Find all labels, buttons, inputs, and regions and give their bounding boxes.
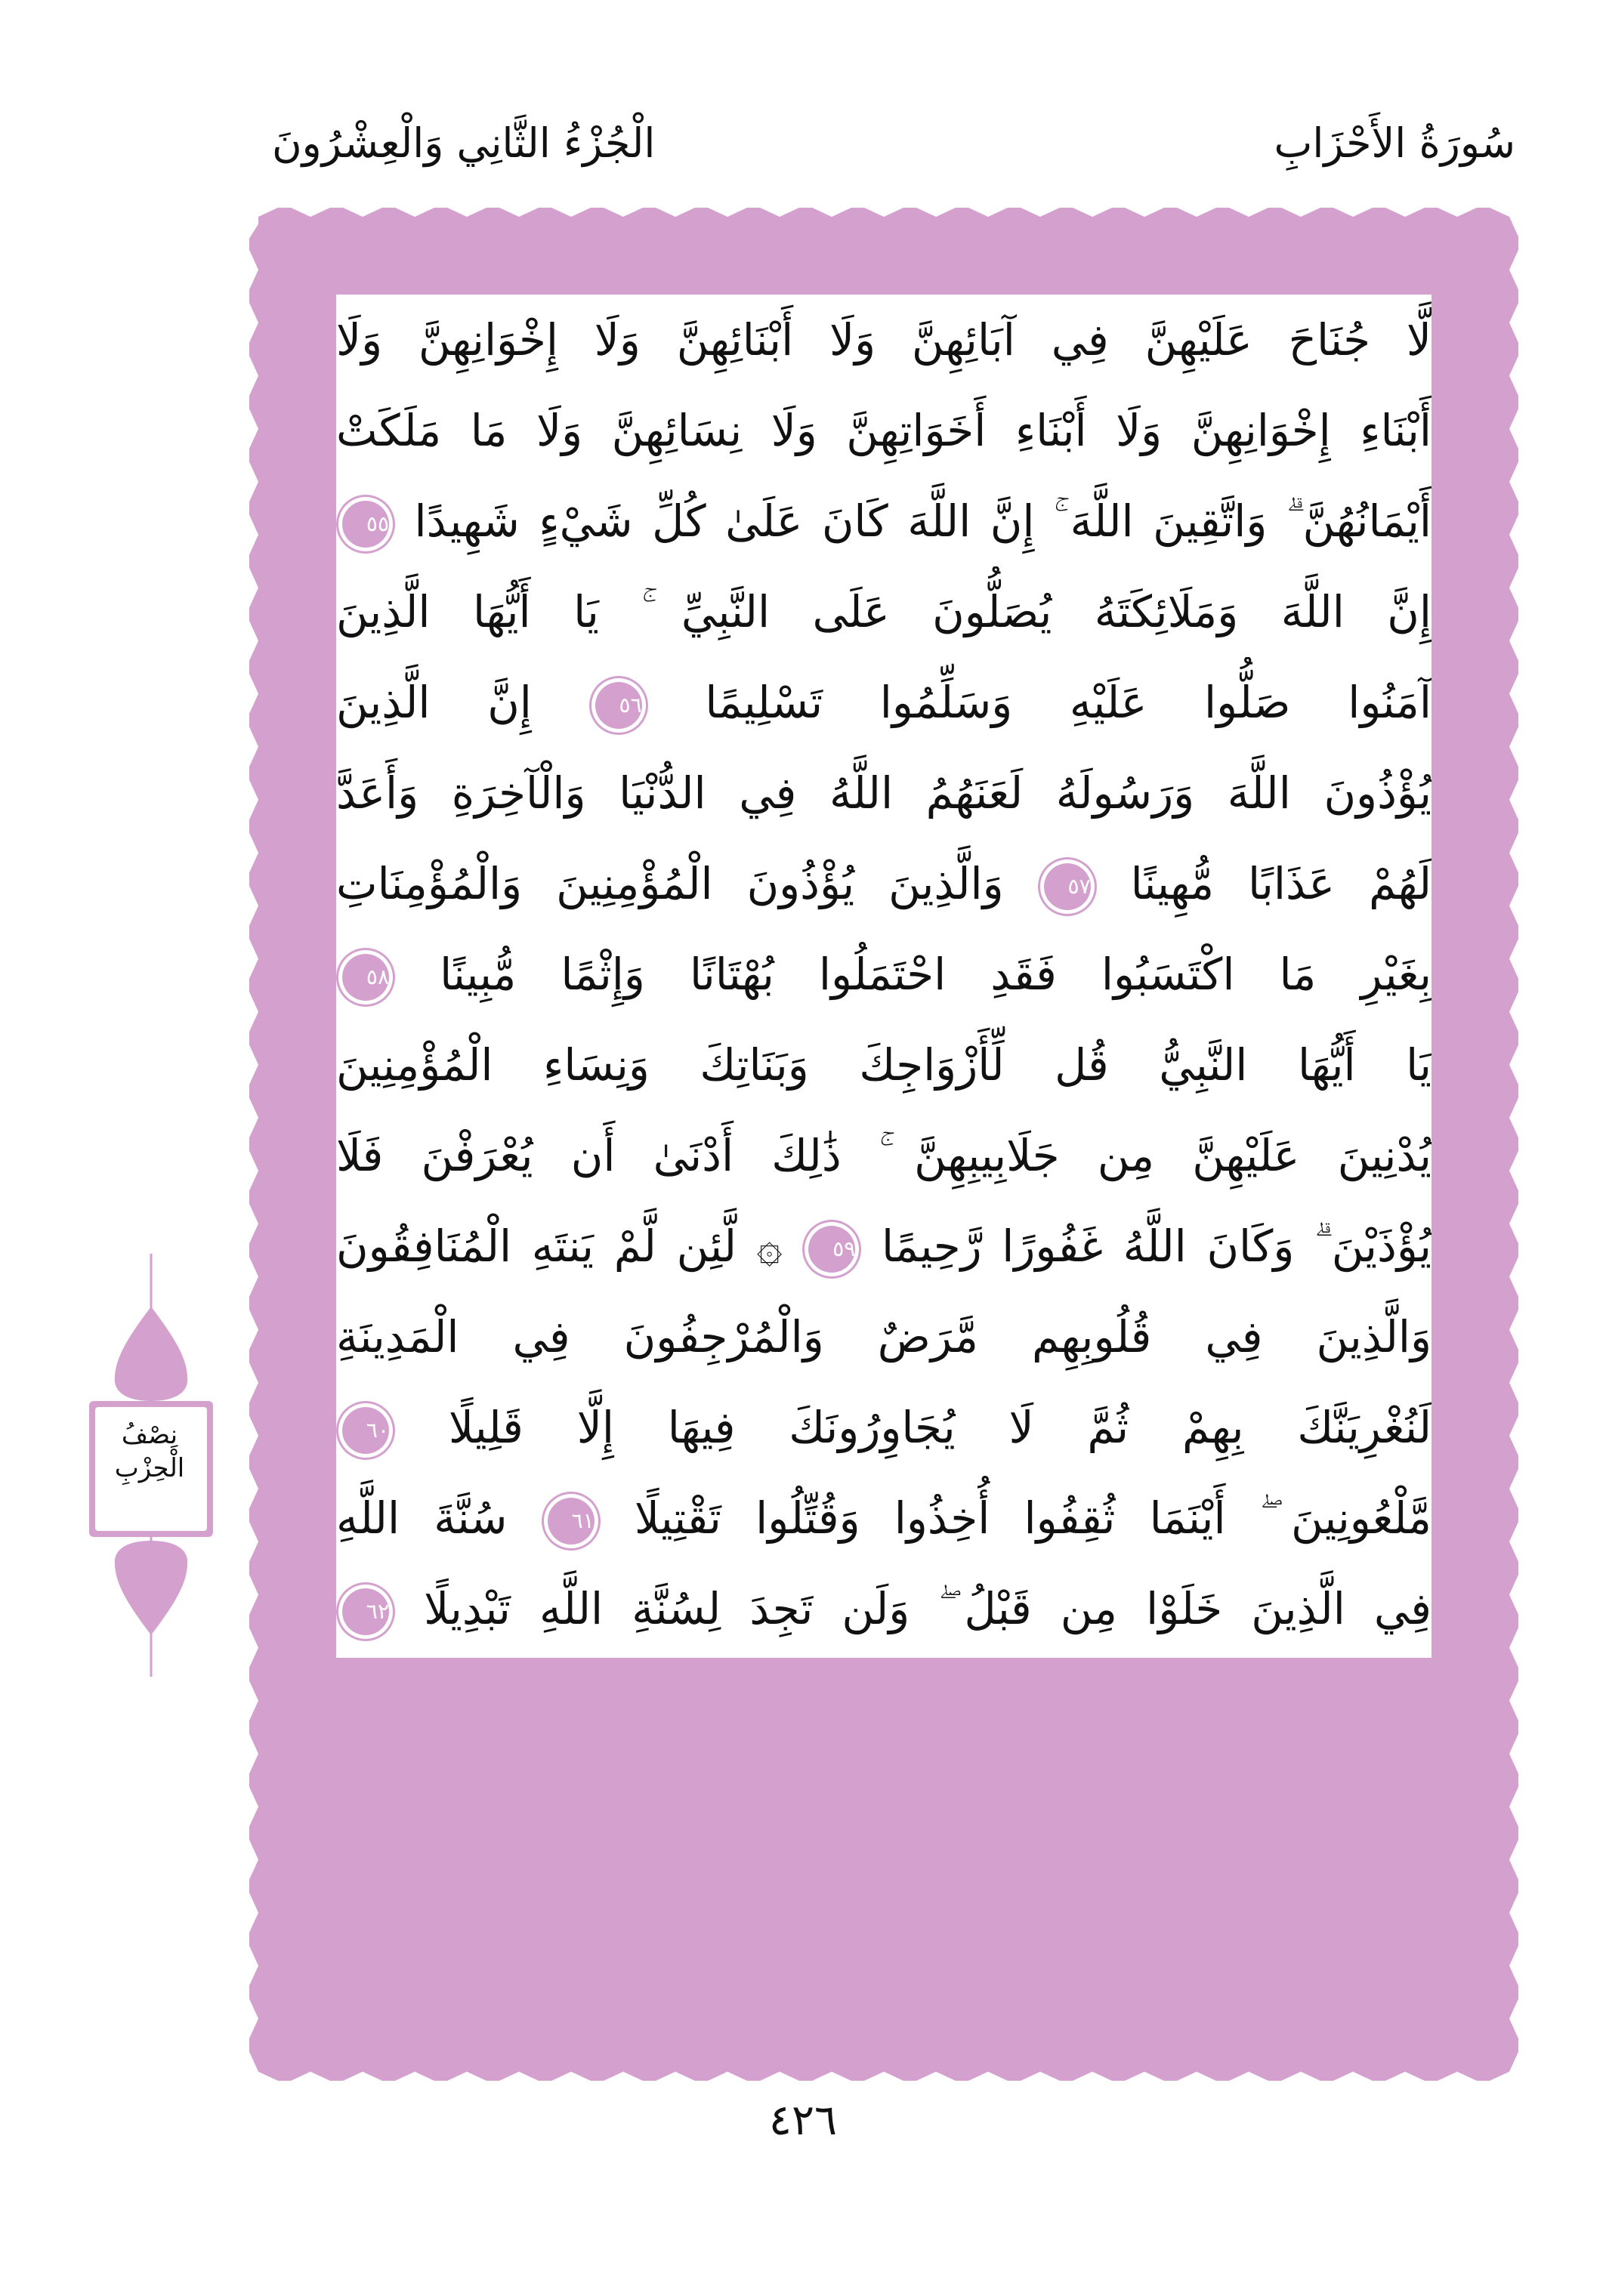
verse-text: يُدْنِينَ عَلَيْهِنَّ مِن جَلَابِيبِهِنَّ ۚ ذَٰلِكَ أَدْنَىٰ أَن يُعْرَفْنَ فَلَا [336, 1130, 1432, 1181]
text-line [336, 1382, 1432, 1473]
text-line [336, 1292, 1432, 1382]
verse-number: ٥٩ [808, 1226, 855, 1273]
verse-text: يَا أَيُّهَا النَّبِيُّ قُل لِّأَزْوَاجِكَ وَبَنَاتِكَ وَنِسَاءِ الْمُؤْمِنِينَ [336, 1039, 1432, 1091]
verse-text: يُؤْذُونَ اللَّهَ وَرَسُولَهُ لَعَنَهُمُ اللَّهُ فِي الدُّنْيَا وَالْآخِرَةِ وَأَعَدَّ [336, 767, 1432, 819]
text-line [336, 476, 1432, 566]
text-line [336, 929, 1432, 1020]
verse-text: لَهُمْ عَذَابًا مُّهِينًا [1096, 858, 1432, 909]
text-line [336, 385, 1432, 476]
verse-number: ٥٥ [342, 501, 389, 548]
verse-text: سُنَّةَ اللَّهِ [336, 1492, 542, 1544]
text-line [336, 1563, 1432, 1654]
verse-number: ٦٢ [342, 1588, 389, 1635]
verse-number: ٥٧ [1044, 863, 1091, 910]
verse-number: ٦١ [548, 1498, 595, 1545]
juz-title: الْجُزْءُ الثَّانِي وَالْعِشْرُونَ [272, 119, 656, 167]
surah-title: سُورَةُ الأَحْزَابِ [1274, 119, 1515, 167]
verse-text: وَالَّذِينَ فِي قُلُوبِهِم مَّرَضٌ وَالْمُرْجِفُونَ فِي الْمَدِينَةِ [336, 1311, 1432, 1362]
text-line [336, 566, 1432, 657]
hizb-marker-line2: الْحِزْبِ [114, 1453, 185, 1483]
verse-text: ۞ لَّئِن لَّمْ يَنتَهِ الْمُنَافِقُونَ [336, 1221, 803, 1272]
verse-text: مَّلْعُونِينَ ۖ أَيْنَمَا ثُقِفُوا أُخِذُوا وَقُتِّلُوا تَقْتِيلًا [600, 1492, 1432, 1544]
verse-number: ٦٠ [342, 1407, 389, 1454]
text-line [336, 657, 1432, 748]
text-line [336, 295, 1432, 385]
verse-number: ٥٨ [342, 954, 389, 1001]
verse-text: إِنَّ الَّذِينَ [336, 677, 589, 728]
text-line [336, 1110, 1432, 1201]
verse-text: فِي الَّذِينَ خَلَوْا مِن قَبْلُ ۖ وَلَن تَجِدَ لِسُنَّةِ اللَّهِ تَبْدِيلًا [395, 1583, 1432, 1634]
text-line [336, 1201, 1432, 1292]
text-line [336, 748, 1432, 838]
hizb-marker-label [95, 1418, 204, 1485]
verse-text: بِغَيْرِ مَا اكْتَسَبُوا فَقَدِ احْتَمَلُوا بُهْتَانًا وَإِثْمًا مُّبِينًا [395, 949, 1432, 1000]
verse-text: أَبْنَاءِ إِخْوَانِهِنَّ وَلَا أَبْنَاءِ أَخَوَاتِهِنَّ وَلَا نِسَائِهِنَّ وَلَا مَا مَلَكَتْ [336, 405, 1432, 456]
verse-text: آمَنُوا صَلُّوا عَلَيْهِ وَسَلِّمُوا تَسْلِيمًا [647, 677, 1432, 728]
verse-text: وَالَّذِينَ يُؤْذُونَ الْمُؤْمِنِينَ وَالْمُؤْمِنَاتِ [336, 858, 1038, 909]
verse-text: إِنَّ اللَّهَ وَمَلَائِكَتَهُ يُصَلُّونَ عَلَى النَّبِيِّ ۚ يَا أَيُّهَا الَّذِينَ [336, 586, 1432, 637]
verse-text: يُؤْذَيْنَ ۗ وَكَانَ اللَّهُ غَفُورًا رَّحِيمًا [861, 1221, 1432, 1272]
hizb-marker-line1: نِصْفُ [121, 1420, 178, 1450]
verse-text: أَيْمَانُهُنَّ ۗ وَاتَّقِينَ اللَّهَ ۚ إِنَّ اللَّهَ كَانَ عَلَىٰ كُلِّ شَيْءٍ شَهِيدًا [395, 495, 1432, 547]
page-number: ٤٢٦ [768, 2096, 838, 2145]
text-line [336, 1473, 1432, 1563]
text-line [336, 838, 1432, 929]
text-line [336, 1020, 1432, 1110]
quran-text-block [336, 295, 1432, 1658]
verse-text: لَنُغْرِيَنَّكَ بِهِمْ ثُمَّ لَا يُجَاوِرُونَكَ فِيهَا إِلَّا قَلِيلًا [395, 1402, 1432, 1453]
verse-number: ٥٦ [595, 682, 642, 729]
verse-text: لَّا جُنَاحَ عَلَيْهِنَّ فِي آبَائِهِنَّ وَلَا أَبْنَائِهِنَّ وَلَا إِخْوَانِهِنَّ وَلَا [336, 314, 1432, 366]
